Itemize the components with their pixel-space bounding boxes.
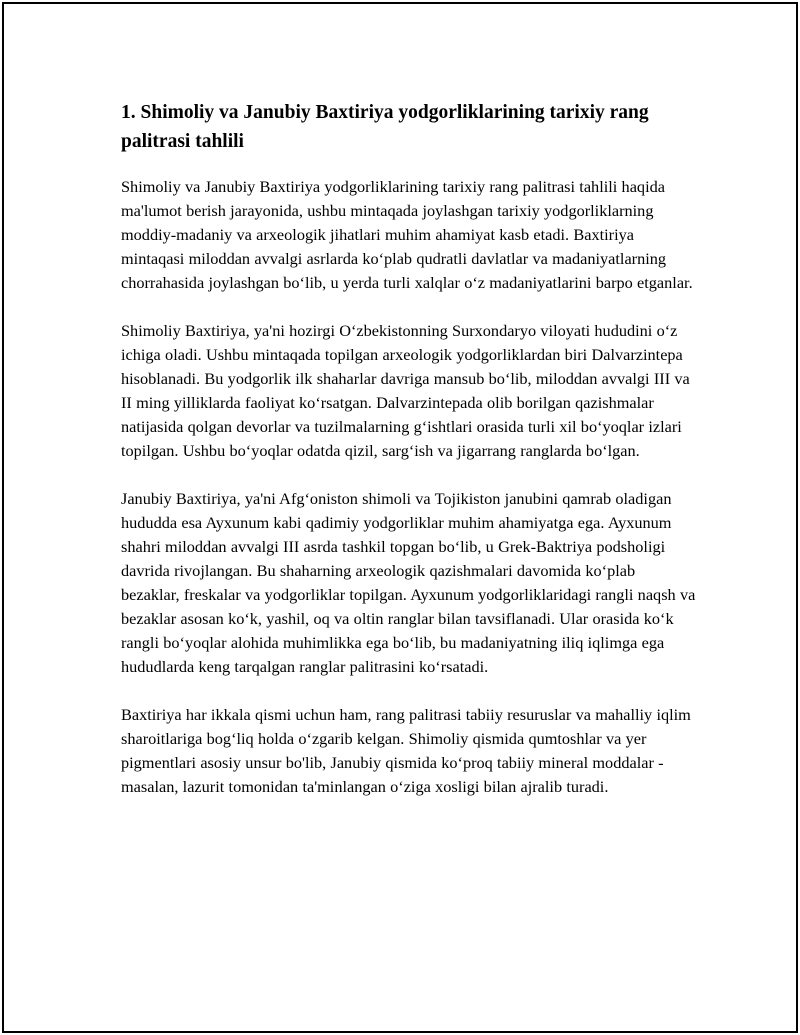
document-body [121,98,697,823]
paragraph-4: Baxtiriya har ikkala qismi uchun ham, rang palitrasi tabiiy resuruslar va mahalliy iqlim sharoitlariga bog‘liq holda o‘zgarib kelgan. Shimoliy qismida qumtoshlar va yer pigmentlari asosiy unsur bo'lib, Janubiy qismida ko‘proq tabiiy mineral moddalar - masalan, lazurit tomonidan ta'minlangan o‘ziga xosligi bilan ajralib turadi. [121,705,691,796]
paragraph-1: Shimoliy va Janubiy Baxtiriya yodgorliklarining tarixiy rang palitrasi tahlili haqida ma'lumot berish jarayonida, ushbu mintaqada joylashgan tarixiy yodgorliklarning moddiy-madaniy va arxeologik jihatlari muhim ahamiyat kasb etadi. Baxtiriya mintaqasi miloddan avvalgi asrlarda ko‘plab qudratli davlatlar va madaniyatlarning chorrahasida joylashgan bo‘lib, u yerda turli xalqlar o‘z madaniyatlarini barpo etganlar. [121,177,693,292]
paragraph-3: Janubiy Baxtiriya, ya'ni Afg‘oniston shimoli va Tojikiston janubini qamrab oladigan hududda esa Ayxunum kabi qadimiy yodgorliklar muhim ahamiyatga ega. Ayxunum shahri miloddan avvalgi III asrda tashkil topgan bo‘lib, u Grek-Baktriya podsholigi davrida rivojlangan. Bu shaharning arxeologik qazishmalari davomida ko‘plab bezaklar, freskalar va yodgorliklar topilgan. Ayxunum yodgorliklaridagi rangli naqsh va bezaklar asosan ko‘k, yashil, oq va oltin ranglar bilan tavsiflanadi. Ular orasida ko‘k rangli bo‘yoqlar alohida muhimlikka ega bo‘lib, bu madaniyatning iliq iqlimga ega hududlarda keng tarqalgan ranglar palitrasini ko‘rsatadi. [121,489,696,676]
paragraph-2: Shimoliy Baxtiriya, ya'ni hozirgi O‘zbekistonning Surxondaryo viloyati hududini o‘z ichiga oladi. Ushbu mintaqada topilgan arxeologik yodgorliklardan biri Dalvarzintepa hisoblanadi. Bu yodgorlik ilk shaharlar davriga mansub bo‘lib, miloddan avvalgi III va II ming yilliklarda faoliyat ko‘rsatgan. Dalvarzintepada olib borilgan qazishmalar natijasida qolgan devorlar va tuzilmalarning g‘ishtlari orasida turli xil bo‘yoqlar izlari topilgan. Ushbu bo‘yoqlar odatda qizil, sarg‘ish va jigarrang ranglarda bo‘lgan. [121,321,690,460]
section-heading: 1. Shimoliy va Janubiy Baxtiriya yodgorliklarining tarixiy rang palitrasi tahlili [121,102,649,152]
page-frame [2,2,798,1033]
